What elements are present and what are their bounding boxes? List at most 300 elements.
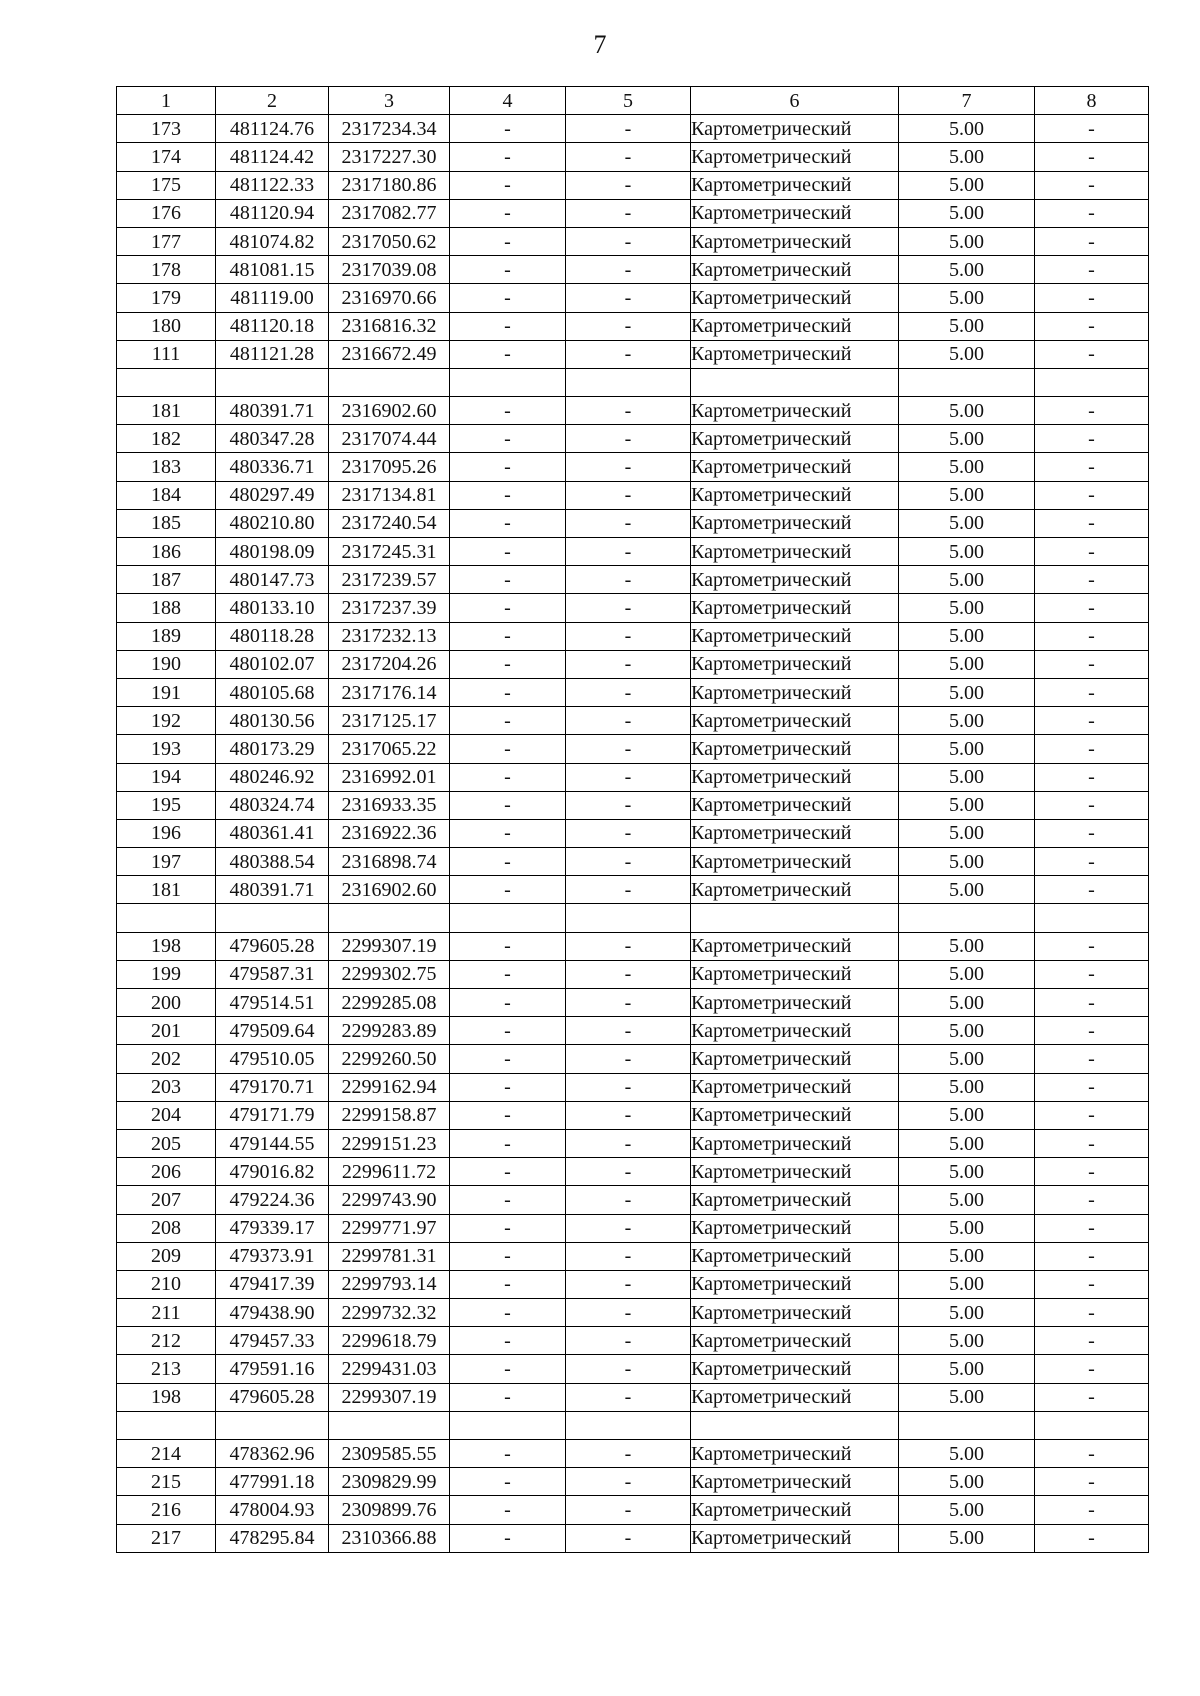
method-cell: Картометрический: [691, 1524, 899, 1552]
x-coordinate-cell: 480198.09: [216, 538, 329, 566]
table-row: [117, 707, 1149, 735]
x-coordinate-cell: 479587.31: [216, 960, 329, 988]
column-8-cell: -: [1035, 1214, 1149, 1242]
x-coordinate-cell: 479144.55: [216, 1129, 329, 1157]
table-row: [117, 960, 1149, 988]
accuracy-cell: 5.00: [899, 1496, 1035, 1524]
accuracy-cell: 5.00: [899, 707, 1035, 735]
column-header: 5: [566, 87, 691, 115]
column-8-cell: -: [1035, 707, 1149, 735]
accuracy-cell: 5.00: [899, 566, 1035, 594]
method-cell: Картометрический: [691, 199, 899, 227]
method-cell: Картометрический: [691, 707, 899, 735]
y-coordinate-cell: 2299611.72: [329, 1158, 450, 1186]
y-coordinate-cell: 2316898.74: [329, 848, 450, 876]
point-number-cell: 184: [117, 481, 216, 509]
point-number-cell: 186: [117, 538, 216, 566]
column-5-cell: -: [566, 425, 691, 453]
table-row: [117, 1186, 1149, 1214]
table-row: [117, 594, 1149, 622]
y-coordinate-cell: 2317050.62: [329, 227, 450, 255]
column-4-cell: -: [450, 1355, 566, 1383]
method-cell: Картометрический: [691, 1270, 899, 1298]
y-coordinate-cell: 2316922.36: [329, 819, 450, 847]
x-coordinate-cell: 480173.29: [216, 735, 329, 763]
x-coordinate-cell: [216, 368, 329, 396]
accuracy-cell: 5.00: [899, 1101, 1035, 1129]
method-cell: Картометрический: [691, 1158, 899, 1186]
y-coordinate-cell: 2309585.55: [329, 1440, 450, 1468]
point-number-cell: 213: [117, 1355, 216, 1383]
accuracy-cell: 5.00: [899, 425, 1035, 453]
point-number-cell: 194: [117, 763, 216, 791]
column-5-cell: -: [566, 227, 691, 255]
x-coordinate-cell: 479605.28: [216, 1383, 329, 1411]
accuracy-cell: [899, 1411, 1035, 1439]
method-cell: Картометрический: [691, 227, 899, 255]
method-cell: Картометрический: [691, 989, 899, 1017]
accuracy-cell: 5.00: [899, 819, 1035, 847]
column-5-cell: -: [566, 397, 691, 425]
y-coordinate-cell: 2299431.03: [329, 1355, 450, 1383]
point-number-cell: 198: [117, 1383, 216, 1411]
column-4-cell: [450, 368, 566, 396]
column-5-cell: -: [566, 960, 691, 988]
x-coordinate-cell: 481119.00: [216, 284, 329, 312]
table-row: [117, 143, 1149, 171]
group-separator-row: [117, 368, 1149, 396]
method-cell: Картометрический: [691, 1214, 899, 1242]
x-coordinate-cell: 480361.41: [216, 819, 329, 847]
x-coordinate-cell: 479339.17: [216, 1214, 329, 1242]
column-4-cell: -: [450, 735, 566, 763]
column-4-cell: -: [450, 312, 566, 340]
accuracy-cell: 5.00: [899, 481, 1035, 509]
y-coordinate-cell: 2317039.08: [329, 256, 450, 284]
column-8-cell: -: [1035, 1129, 1149, 1157]
table-row: [117, 735, 1149, 763]
y-coordinate-cell: [329, 904, 450, 932]
column-4-cell: -: [450, 256, 566, 284]
point-number-cell: 208: [117, 1214, 216, 1242]
x-coordinate-cell: 481120.94: [216, 199, 329, 227]
accuracy-cell: 5.00: [899, 115, 1035, 143]
y-coordinate-cell: 2317134.81: [329, 481, 450, 509]
method-cell: Картометрический: [691, 143, 899, 171]
accuracy-cell: 5.00: [899, 932, 1035, 960]
accuracy-cell: [899, 904, 1035, 932]
column-8-cell: -: [1035, 735, 1149, 763]
column-8-cell: -: [1035, 1383, 1149, 1411]
y-coordinate-cell: [329, 368, 450, 396]
y-coordinate-cell: 2299771.97: [329, 1214, 450, 1242]
column-5-cell: -: [566, 199, 691, 227]
column-8-cell: -: [1035, 340, 1149, 368]
accuracy-cell: 5.00: [899, 876, 1035, 904]
accuracy-cell: 5.00: [899, 312, 1035, 340]
column-8-cell: -: [1035, 312, 1149, 340]
x-coordinate-cell: 481124.42: [216, 143, 329, 171]
column-5-cell: -: [566, 707, 691, 735]
point-number-cell: 198: [117, 932, 216, 960]
table-row: [117, 989, 1149, 1017]
column-8-cell: -: [1035, 1524, 1149, 1552]
y-coordinate-cell: 2317180.86: [329, 171, 450, 199]
method-cell: Картометрический: [691, 876, 899, 904]
method-cell: [691, 1411, 899, 1439]
accuracy-cell: 5.00: [899, 340, 1035, 368]
table-row: [117, 1073, 1149, 1101]
y-coordinate-cell: 2317125.17: [329, 707, 450, 735]
column-5-cell: -: [566, 1101, 691, 1129]
column-8-cell: -: [1035, 1468, 1149, 1496]
y-coordinate-cell: 2299307.19: [329, 932, 450, 960]
x-coordinate-cell: 477991.18: [216, 1468, 329, 1496]
column-4-cell: -: [450, 989, 566, 1017]
accuracy-cell: 5.00: [899, 1270, 1035, 1298]
y-coordinate-cell: 2317204.26: [329, 650, 450, 678]
y-coordinate-cell: 2299307.19: [329, 1383, 450, 1411]
table-row: [117, 819, 1149, 847]
column-4-cell: -: [450, 171, 566, 199]
point-number-cell: 187: [117, 566, 216, 594]
column-5-cell: -: [566, 1355, 691, 1383]
column-4-cell: -: [450, 650, 566, 678]
column-header: 2: [216, 87, 329, 115]
method-cell: Картометрический: [691, 819, 899, 847]
column-4-cell: -: [450, 707, 566, 735]
point-number-cell: 181: [117, 876, 216, 904]
column-8-cell: -: [1035, 256, 1149, 284]
method-cell: Картометрический: [691, 284, 899, 312]
column-5-cell: -: [566, 1468, 691, 1496]
point-number-cell: 202: [117, 1045, 216, 1073]
column-8-cell: -: [1035, 1073, 1149, 1101]
method-cell: Картометрический: [691, 1440, 899, 1468]
column-header: 6: [691, 87, 899, 115]
x-coordinate-cell: 479016.82: [216, 1158, 329, 1186]
accuracy-cell: 5.00: [899, 284, 1035, 312]
method-cell: Картометрический: [691, 256, 899, 284]
column-8-cell: [1035, 368, 1149, 396]
method-cell: Картометрический: [691, 1129, 899, 1157]
y-coordinate-cell: 2299302.75: [329, 960, 450, 988]
accuracy-cell: 5.00: [899, 1017, 1035, 1045]
column-8-cell: -: [1035, 1045, 1149, 1073]
column-5-cell: -: [566, 538, 691, 566]
column-4-cell: -: [450, 791, 566, 819]
column-8-cell: -: [1035, 566, 1149, 594]
point-number-cell: 192: [117, 707, 216, 735]
y-coordinate-cell: 2299781.31: [329, 1242, 450, 1270]
method-cell: Картометрический: [691, 678, 899, 706]
x-coordinate-cell: 479510.05: [216, 1045, 329, 1073]
point-number-cell: 173: [117, 115, 216, 143]
point-number-cell: [117, 368, 216, 396]
column-8-cell: -: [1035, 1186, 1149, 1214]
column-8-cell: -: [1035, 932, 1149, 960]
accuracy-cell: 5.00: [899, 1129, 1035, 1157]
x-coordinate-cell: 480388.54: [216, 848, 329, 876]
point-number-cell: 179: [117, 284, 216, 312]
column-4-cell: -: [450, 227, 566, 255]
table-row: [117, 1214, 1149, 1242]
column-4-cell: -: [450, 622, 566, 650]
table-row: [117, 848, 1149, 876]
column-4-cell: -: [450, 1496, 566, 1524]
point-number-cell: 183: [117, 453, 216, 481]
column-5-cell: -: [566, 340, 691, 368]
point-number-cell: 210: [117, 1270, 216, 1298]
column-4-cell: -: [450, 876, 566, 904]
point-number-cell: 207: [117, 1186, 216, 1214]
column-5-cell: -: [566, 1242, 691, 1270]
column-5-cell: -: [566, 791, 691, 819]
y-coordinate-cell: 2299283.89: [329, 1017, 450, 1045]
column-5-cell: -: [566, 594, 691, 622]
column-5-cell: -: [566, 256, 691, 284]
x-coordinate-cell: 480147.73: [216, 566, 329, 594]
table-row: [117, 876, 1149, 904]
column-5-cell: -: [566, 1524, 691, 1552]
method-cell: Картометрический: [691, 960, 899, 988]
column-8-cell: -: [1035, 876, 1149, 904]
y-coordinate-cell: 2299285.08: [329, 989, 450, 1017]
accuracy-cell: 5.00: [899, 1524, 1035, 1552]
table-row: [117, 566, 1149, 594]
table-row: [117, 509, 1149, 537]
column-8-cell: -: [1035, 425, 1149, 453]
column-5-cell: -: [566, 819, 691, 847]
column-header: 1: [117, 87, 216, 115]
x-coordinate-cell: 480336.71: [216, 453, 329, 481]
column-4-cell: -: [450, 1073, 566, 1101]
table-row: [117, 1383, 1149, 1411]
column-5-cell: -: [566, 1017, 691, 1045]
accuracy-cell: 5.00: [899, 171, 1035, 199]
method-cell: Картометрический: [691, 932, 899, 960]
column-4-cell: -: [450, 425, 566, 453]
method-cell: Картометрический: [691, 566, 899, 594]
column-4-cell: -: [450, 143, 566, 171]
point-number-cell: 193: [117, 735, 216, 763]
y-coordinate-cell: 2317227.30: [329, 143, 450, 171]
accuracy-cell: 5.00: [899, 763, 1035, 791]
x-coordinate-cell: 479373.91: [216, 1242, 329, 1270]
column-4-cell: -: [450, 819, 566, 847]
y-coordinate-cell: 2316672.49: [329, 340, 450, 368]
column-4-cell: -: [450, 678, 566, 706]
x-coordinate-cell: 480391.71: [216, 876, 329, 904]
table-row: [117, 1129, 1149, 1157]
y-coordinate-cell: 2299162.94: [329, 1073, 450, 1101]
y-coordinate-cell: 2317082.77: [329, 199, 450, 227]
column-4-cell: -: [450, 1186, 566, 1214]
method-cell: Картометрический: [691, 340, 899, 368]
method-cell: Картометрический: [691, 425, 899, 453]
column-8-cell: -: [1035, 199, 1149, 227]
column-8-cell: -: [1035, 509, 1149, 537]
column-5-cell: -: [566, 763, 691, 791]
method-cell: Картометрический: [691, 397, 899, 425]
column-8-cell: -: [1035, 1355, 1149, 1383]
table-row: [117, 1158, 1149, 1186]
table-row: [117, 1017, 1149, 1045]
point-number-cell: 215: [117, 1468, 216, 1496]
method-cell: Картометрический: [691, 171, 899, 199]
column-8-cell: -: [1035, 227, 1149, 255]
column-8-cell: -: [1035, 678, 1149, 706]
accuracy-cell: 5.00: [899, 199, 1035, 227]
method-cell: Картометрический: [691, 1496, 899, 1524]
point-number-cell: 199: [117, 960, 216, 988]
column-4-cell: -: [450, 199, 566, 227]
method-cell: Картометрический: [691, 453, 899, 481]
method-cell: Картометрический: [691, 622, 899, 650]
table-header-row: [117, 87, 1149, 115]
y-coordinate-cell: 2309899.76: [329, 1496, 450, 1524]
table-row: [117, 932, 1149, 960]
x-coordinate-cell: 480133.10: [216, 594, 329, 622]
column-8-cell: -: [1035, 763, 1149, 791]
y-coordinate-cell: 2309829.99: [329, 1468, 450, 1496]
column-5-cell: -: [566, 735, 691, 763]
table-row: [117, 227, 1149, 255]
table-body: [117, 115, 1149, 1553]
column-4-cell: -: [450, 1468, 566, 1496]
table-row: [117, 791, 1149, 819]
y-coordinate-cell: 2299732.32: [329, 1299, 450, 1327]
point-number-cell: 181: [117, 397, 216, 425]
column-8-cell: -: [1035, 538, 1149, 566]
method-cell: Картометрический: [691, 1327, 899, 1355]
column-5-cell: [566, 368, 691, 396]
column-5-cell: -: [566, 284, 691, 312]
x-coordinate-cell: 480210.80: [216, 509, 329, 537]
y-coordinate-cell: 2316992.01: [329, 763, 450, 791]
x-coordinate-cell: 481081.15: [216, 256, 329, 284]
y-coordinate-cell: 2299743.90: [329, 1186, 450, 1214]
point-number-cell: 176: [117, 199, 216, 227]
point-number-cell: 196: [117, 819, 216, 847]
column-4-cell: -: [450, 1383, 566, 1411]
accuracy-cell: 5.00: [899, 1440, 1035, 1468]
table-row: [117, 1327, 1149, 1355]
column-5-cell: -: [566, 1299, 691, 1327]
column-5-cell: -: [566, 650, 691, 678]
column-8-cell: -: [1035, 791, 1149, 819]
point-number-cell: 174: [117, 143, 216, 171]
x-coordinate-cell: 480118.28: [216, 622, 329, 650]
column-4-cell: -: [450, 1524, 566, 1552]
column-5-cell: -: [566, 1214, 691, 1242]
column-4-cell: -: [450, 284, 566, 312]
method-cell: Картометрический: [691, 1242, 899, 1270]
accuracy-cell: 5.00: [899, 1242, 1035, 1270]
point-number-cell: 197: [117, 848, 216, 876]
table-row: [117, 115, 1149, 143]
column-5-cell: -: [566, 1270, 691, 1298]
table-row: [117, 171, 1149, 199]
x-coordinate-cell: 479438.90: [216, 1299, 329, 1327]
accuracy-cell: 5.00: [899, 622, 1035, 650]
page-number: 7: [593, 30, 607, 59]
method-cell: Картометрический: [691, 650, 899, 678]
method-cell: Картометрический: [691, 1355, 899, 1383]
column-4-cell: -: [450, 340, 566, 368]
x-coordinate-cell: 479170.71: [216, 1073, 329, 1101]
x-coordinate-cell: 478004.93: [216, 1496, 329, 1524]
x-coordinate-cell: 478362.96: [216, 1440, 329, 1468]
column-4-cell: -: [450, 1045, 566, 1073]
column-header: 3: [329, 87, 450, 115]
y-coordinate-cell: 2317239.57: [329, 566, 450, 594]
method-cell: Картометрический: [691, 1017, 899, 1045]
column-4-cell: -: [450, 1017, 566, 1045]
y-coordinate-cell: 2317065.22: [329, 735, 450, 763]
column-header: 4: [450, 87, 566, 115]
table-row: [117, 312, 1149, 340]
column-4-cell: -: [450, 566, 566, 594]
point-number-cell: [117, 904, 216, 932]
method-cell: Картометрический: [691, 1383, 899, 1411]
column-4-cell: -: [450, 1101, 566, 1129]
method-cell: Картометрический: [691, 763, 899, 791]
method-cell: Картометрический: [691, 312, 899, 340]
method-cell: Картометрический: [691, 115, 899, 143]
x-coordinate-cell: 479514.51: [216, 989, 329, 1017]
column-5-cell: -: [566, 1129, 691, 1157]
accuracy-cell: 5.00: [899, 538, 1035, 566]
point-number-cell: 175: [117, 171, 216, 199]
method-cell: Картометрический: [691, 791, 899, 819]
column-5-cell: -: [566, 171, 691, 199]
x-coordinate-cell: 481120.18: [216, 312, 329, 340]
column-4-cell: -: [450, 453, 566, 481]
x-coordinate-cell: 479224.36: [216, 1186, 329, 1214]
column-8-cell: -: [1035, 284, 1149, 312]
column-8-cell: -: [1035, 481, 1149, 509]
column-5-cell: -: [566, 1158, 691, 1186]
point-number-cell: 209: [117, 1242, 216, 1270]
accuracy-cell: 5.00: [899, 960, 1035, 988]
column-5-cell: -: [566, 1440, 691, 1468]
accuracy-cell: 5.00: [899, 227, 1035, 255]
column-4-cell: -: [450, 1129, 566, 1157]
method-cell: Картометрический: [691, 735, 899, 763]
table-row: [117, 340, 1149, 368]
x-coordinate-cell: 480324.74: [216, 791, 329, 819]
column-4-cell: -: [450, 1158, 566, 1186]
column-5-cell: -: [566, 848, 691, 876]
column-5-cell: -: [566, 1383, 691, 1411]
column-8-cell: -: [1035, 1101, 1149, 1129]
column-5-cell: -: [566, 115, 691, 143]
point-number-cell: 203: [117, 1073, 216, 1101]
accuracy-cell: 5.00: [899, 1073, 1035, 1101]
column-4-cell: -: [450, 115, 566, 143]
accuracy-cell: [899, 368, 1035, 396]
table-row: [117, 1468, 1149, 1496]
x-coordinate-cell: 479171.79: [216, 1101, 329, 1129]
method-cell: Картометрический: [691, 1299, 899, 1327]
table-row: [117, 622, 1149, 650]
table-row: [117, 1496, 1149, 1524]
accuracy-cell: 5.00: [899, 1327, 1035, 1355]
column-5-cell: -: [566, 566, 691, 594]
column-4-cell: -: [450, 1327, 566, 1355]
y-coordinate-cell: 2310366.88: [329, 1524, 450, 1552]
